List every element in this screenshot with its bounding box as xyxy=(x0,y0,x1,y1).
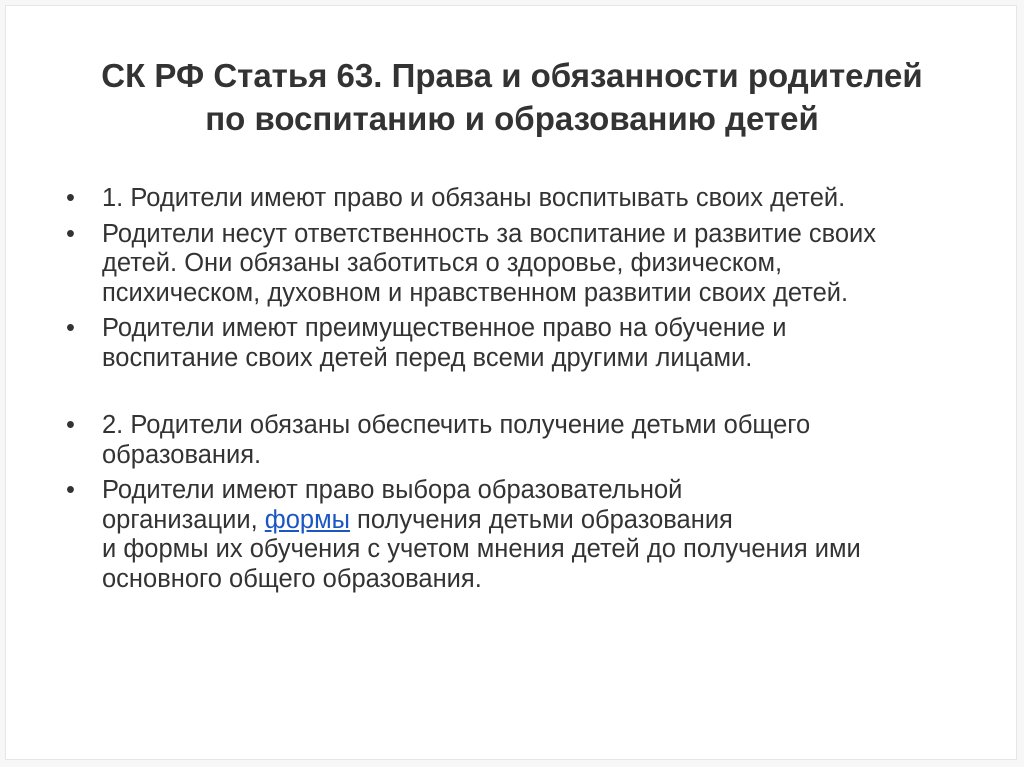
list-item xyxy=(66,476,966,594)
list-item-text: Родители несут ответственность за воспитание и развитие своих xyxy=(102,219,877,248)
bullet-list xyxy=(66,184,966,600)
bullet-icon: • xyxy=(66,411,75,439)
list-item-text-with-link xyxy=(102,506,966,536)
list-item-text: детей. Они обязаны заботиться о здоровье, физическом, xyxy=(102,249,783,277)
list-item-text: и формы их обучения с учетом мнения детей до получения ими xyxy=(102,535,861,563)
slide xyxy=(5,5,1017,760)
list-item-text: образования. xyxy=(102,440,262,469)
list-item-text: 1. Родители имеют право и обязаны воспитывать своих детей. xyxy=(102,184,846,212)
list-item-text: получения детьми образования xyxy=(349,505,733,534)
list-item-text: воспитание своих детей перед всеми другими лицами. xyxy=(102,343,753,372)
list-item xyxy=(66,314,966,373)
slide-title xyxy=(6,54,1018,140)
title-line: СК РФ Статья 63. Права и обязанности родителей xyxy=(101,57,923,94)
list-item-text: Родители имеют преимущественное право на обучение и xyxy=(102,314,787,342)
bullet-icon: • xyxy=(66,184,75,212)
list-item-text: основного общего образования. xyxy=(102,564,482,593)
list-item xyxy=(66,411,966,470)
list-item-text: психическом, духовном и нравственном развитии своих детей. xyxy=(102,278,849,307)
list-item xyxy=(66,184,966,214)
bullet-icon: • xyxy=(66,219,75,248)
title-line: по воспитанию и образованию детей xyxy=(205,100,819,137)
bullet-icon: • xyxy=(66,314,75,342)
list-item xyxy=(66,220,966,309)
forms-link[interactable]: формы xyxy=(264,505,350,534)
list-item-text: Родители имеют право выбора образовательной xyxy=(102,476,683,504)
list-item-text: 2. Родители обязаны обеспечить получение детьми общего xyxy=(102,411,811,439)
bullet-icon: • xyxy=(66,476,75,504)
list-item-text: организации, xyxy=(102,505,265,534)
